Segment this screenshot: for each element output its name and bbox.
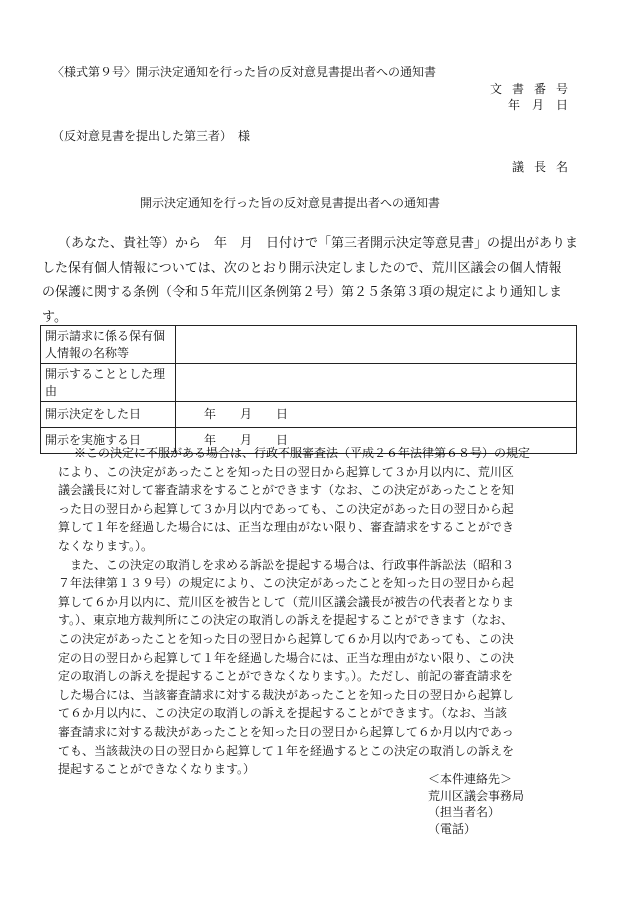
note-line: 審査請求に対する裁決があったことを知った日の翌日から起算して６か月以内であっ bbox=[58, 724, 514, 739]
note-line: 定の日の翌日から起算して１年を経過した場合には、正当な理由がない限り、この決 bbox=[58, 650, 515, 665]
note-line: 提起することができなくなります。） bbox=[58, 762, 256, 777]
table-label: 開示することとした理由 bbox=[41, 364, 176, 402]
contact-phone: （電話） bbox=[428, 821, 477, 836]
note-line: により、この決定があったことを知った日の翌日から起算して３か月以内に、荒川区 bbox=[58, 464, 514, 479]
body-line: した保有個人情報については、次のとおり開示決定しましたので、荒川区議会の個人情報 bbox=[42, 260, 562, 276]
table-value bbox=[176, 326, 577, 364]
table-row bbox=[41, 402, 577, 428]
note-line: て６か月以内に、この決定の取消しの訴えを提起することができます。（なお、当該 bbox=[58, 706, 508, 721]
document-title: 開示決定通知を行った旨の反対意見書提出者への通知書 bbox=[140, 196, 441, 210]
note-line: ７年法律第１３９号）の規定により、この決定があったことを知った日の翌日から起 bbox=[58, 576, 514, 591]
issue-date: 年 月 日 bbox=[507, 98, 568, 112]
document-number: 文書番号 bbox=[489, 82, 578, 96]
contact-block bbox=[428, 771, 524, 837]
body-line: （あなた、貴社等）から 年 月 日付けで「第三者開示決定等意見書」の提出がありま bbox=[58, 236, 579, 251]
body-line: の保護に関する条例（令和５年荒川区条例第２号）第２５条第３項の規定により通知しま bbox=[42, 285, 563, 300]
note-line: また、この決定の取消しを求める訴訟を提起する場合は、行政事件訴訟法（昭和３ bbox=[58, 557, 515, 572]
note-line: 算して１年を経過した場合には、正当な理由がない限り、審査請求をすることができ bbox=[58, 520, 515, 535]
contact-person: （担当者名） bbox=[428, 805, 501, 819]
disclosure-info-table bbox=[40, 325, 577, 454]
note-line: 算して６か月以内に、荒川区を被告として（荒川区議会議長が被告の代表者となりま bbox=[58, 594, 515, 609]
note-line: す。）、東京地方裁判所にこの決定の取消しの訴えを提起することができます（なお、 bbox=[58, 613, 514, 628]
table-label: 開示請求に係る保有個人情報の名称等 bbox=[41, 326, 176, 364]
table-row bbox=[41, 326, 577, 364]
table-row bbox=[41, 364, 577, 402]
note-line: ※この決定に不服がある場合は、行政不服審査法（平成２６年法律第６８号）の規定 bbox=[74, 446, 531, 460]
note-line: ても、当該裁決の日の翌日から起算して１年を経過するとこの決定の取消しの訴えを bbox=[58, 743, 515, 758]
note-line: なくなります。）。 bbox=[58, 538, 154, 553]
table-value: 年 月 日 bbox=[176, 428, 577, 454]
table-label: 開示決定をした日 bbox=[41, 402, 176, 428]
note-line: 定の取消しの訴えを提起することができなくなります。）。ただし、前記の審査請求を bbox=[58, 669, 514, 684]
chair-name: 議長名 bbox=[511, 160, 578, 174]
body-line: す。 bbox=[42, 309, 67, 325]
body-paragraph bbox=[42, 232, 588, 330]
note-line: この決定があったことを知った日の翌日から起算して６か月以内であっても、この決 bbox=[58, 631, 514, 646]
form-title: 〈様式第９号〉開示決定通知を行った旨の反対意見書提出者への通知書 bbox=[52, 65, 437, 79]
note-line: った日の翌日から起算して３か月以内であっても、この決定があった日の翌日から起 bbox=[58, 501, 514, 516]
note-line: した場合には、当該審査請求に対する裁決があったことを知った日の翌日から起算し bbox=[58, 687, 514, 702]
table-value: 年 月 日 bbox=[176, 402, 577, 428]
table-value bbox=[176, 364, 577, 402]
contact-heading: ＜本件連絡先＞ bbox=[428, 772, 513, 786]
notes-section bbox=[58, 444, 578, 779]
contact-office: 荒川区議会事務局 bbox=[428, 788, 525, 803]
note-line: 議会議長に対して審査請求をすることができます（なお、この決定があったことを知 bbox=[58, 483, 514, 498]
addressee: （反対意見書を提出した第三者） 様 bbox=[52, 129, 251, 143]
table-label: 開示を実施する日 bbox=[41, 428, 176, 454]
